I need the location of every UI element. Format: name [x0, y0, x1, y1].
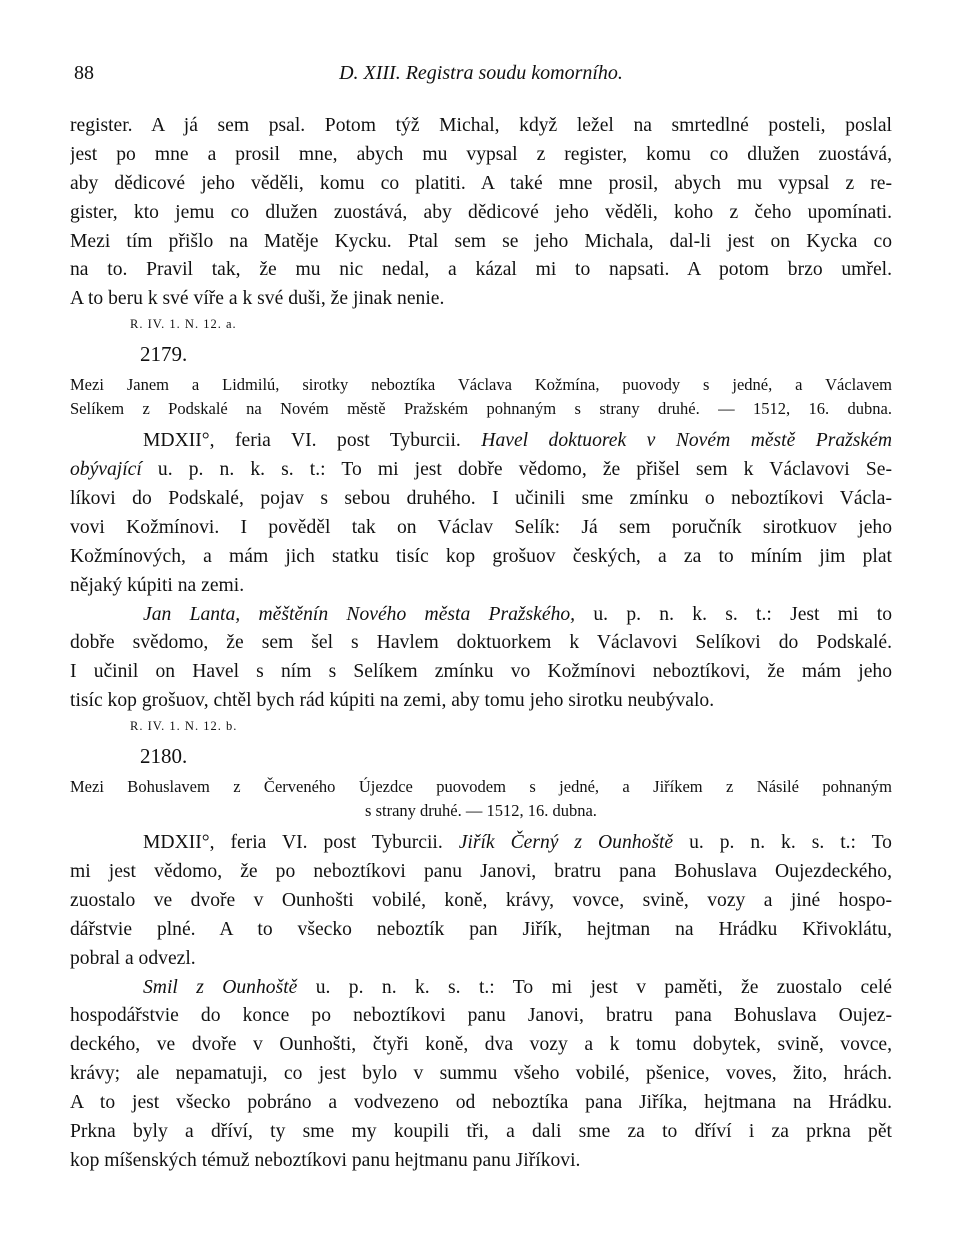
text-line: na to. Pravil tak, že mu nic nedal, a kázal mi to napsati. A potom brzo umřel. [70, 259, 892, 281]
regest-line: Selíkem z Podskalé na Novém městě Pražském pohnaným s strany druhé. — 1512, 16. dubna. [70, 399, 892, 419]
text-run: deckého, ve dvoře v Ounhošti, čtyři koně, dva vozy a k tomu dobytek, svině, vovce, [70, 1034, 892, 1056]
text-run: vovi Kožmínovi. I pověděl tak on Václav Selík: Já sem poručník sirotkuov jeho [70, 516, 892, 538]
text-line [70, 916, 892, 945]
text-line: aby dědicové jeho věděli, komu co platiti. A také mne prosil, abych mu vypsal z re- [70, 172, 892, 194]
text-run: A to jest všecko pobráno a vodvezeno od neboztíka pana Jiříka, hejtmana na Hrádku. [70, 1092, 892, 1114]
document-2180 [70, 737, 892, 1176]
source-reference: R. IV. 1. N. 12. a. [130, 317, 237, 332]
text-line: Mezi tím přišlo na Matěje Kycku. Ptal sem se jeho Michala, dal-li jest on Kycka co [70, 230, 892, 252]
regest-line: Mezi Bohuslavem z Červeného Újezdce puovodem s jedné, a Jiříkem z Násilé pohnaným [70, 777, 892, 797]
text-run: u. p. n. k. s. t.: To [673, 832, 892, 854]
document-2179 [70, 335, 892, 716]
text-line: jest po mne a prosil mne, abych mu vypsal z register, komu co dlužen zuostává, [70, 143, 892, 165]
text-line [70, 1060, 892, 1089]
page-body [70, 112, 892, 1176]
text-run: MDXII°, feria VI. post Tyburcii. [143, 430, 482, 452]
text-line [70, 456, 892, 485]
text-run: nějaký kúpiti na zemi. [70, 574, 245, 596]
text-run: Kožmínových, a mám jich statku tisíc kop grošuov českých, a za to míním jim plat [70, 545, 892, 567]
text-line [70, 1031, 892, 1060]
text-run: zuostalo ve dvoře v Ounhošti vobilé, koně, krávy, vovce, svině, vozy a jiné hospo- [70, 889, 892, 911]
text-run: u. p. n. k. s. t.: To mi jest dobře vědomo, že přišel sem k Václavovi Se- [141, 459, 892, 481]
witness-name: Jan Lanta, měštěnín Nového města Pražského, [143, 603, 576, 625]
witness-name: obývající [70, 459, 142, 481]
running-head: D. XIII. Registra soudu komorního. [339, 62, 623, 84]
text-run: krávy; ale nepamatuji, co jest bylo v summu všeho vobilé, pšenice, voves, žito, hrách. [70, 1063, 892, 1085]
text-line [70, 629, 892, 658]
text-line: A to beru k své víře a k své duši, že jinak nenie. [70, 288, 445, 310]
text-line [70, 1147, 892, 1176]
text-line [70, 514, 892, 543]
source-reference: R. IV. 1. N. 12. b. [130, 719, 238, 734]
text-run: tisíc kop grošuov, chtěl bych rád kúpiti na zemi, aby tomu jeho sirotku neubývalo. [70, 690, 715, 712]
regest-line: s strany druhé. — 1512, 16. dubna. [365, 801, 597, 821]
paragraph-continued [70, 112, 892, 314]
regest-line: Mezi Janem a Lidmilú, sirotky neboztíka Václava Kožmína, puovody s jedné, a Václavem [70, 375, 892, 395]
text-line [70, 1089, 892, 1118]
text-run: dářstvie plné. A to všecko neboztík pan Jiřík, hejtman na Hrádku Křivoklátu, [70, 918, 892, 940]
text-run: Prkna byly a dříví, ty sme my koupili tři, a dali sme za to dříví i za prkna pět [70, 1121, 892, 1143]
text-line [70, 427, 892, 456]
text-run: kop míšenských témuž neboztíkovi panu hejtmanu panu Jiříkovi. [70, 1149, 581, 1171]
page-number: 88 [74, 62, 94, 84]
text-line [70, 974, 892, 1003]
text-line [70, 543, 892, 572]
text-line [70, 485, 892, 514]
text-run: pobral a odvezl. [70, 947, 196, 969]
document-text [70, 829, 892, 1176]
witness-name: Jiřík Černý z Ounhoště [458, 832, 674, 854]
text-line: register. A já sem psal. Potom týž Michal, když ležel na smrtedlné posteli, poslal [70, 115, 892, 136]
witness-name: Havel doktuorek v Novém městě Pražském [481, 430, 892, 452]
witness-name: Smil z Ounhoště [143, 976, 298, 998]
text-run: u. p. n. k. s. t.: Jest mi to [575, 603, 892, 625]
text-run: líkovi do Podskalé, pojav s sebou druhého. I učinili sme zmínku o neboztíkovi Václa- [70, 488, 892, 510]
text-run: dobře svědomo, že sem šel s Havlem doktuorkem k Václavovi Selíkovi do Podskalé. [70, 632, 892, 654]
text-run: MDXII°, feria VI. post Tyburcii. [143, 832, 459, 854]
document-text [70, 427, 892, 716]
text-line [70, 601, 892, 630]
text-run: I učinil on Havel s ním s Selíkem zmínku vo Kožmínovi neboztíkovi, že mám jeho [70, 661, 892, 683]
text-run: mi jest vědomo, že po neboztíkovi panu Janovi, bratru pana Bohuslava Oujezdeckého, [70, 861, 892, 883]
text-line [70, 945, 892, 974]
text-line [70, 887, 892, 916]
text-line [70, 1002, 892, 1031]
document-number: 2180. [140, 744, 188, 769]
document-number: 2179. [140, 342, 188, 367]
text-run: u. p. n. k. s. t.: To mi jest v paměti, že zuostalo celé [297, 976, 892, 998]
text-line [70, 572, 892, 601]
page-header [70, 62, 892, 92]
text-line [70, 1118, 892, 1147]
text-line [70, 858, 892, 887]
text-run: hospodářstvie do konce po neboztíkovi panu Janovi, bratru pana Bohuslava Oujez- [70, 1005, 892, 1027]
text-line [70, 829, 892, 858]
text-line: gister, kto jemu co dlužen zuostává, aby dědicové jeho věděli, koho z čeho upomínati. [70, 201, 892, 223]
text-line [70, 658, 892, 687]
text-line [70, 687, 892, 716]
